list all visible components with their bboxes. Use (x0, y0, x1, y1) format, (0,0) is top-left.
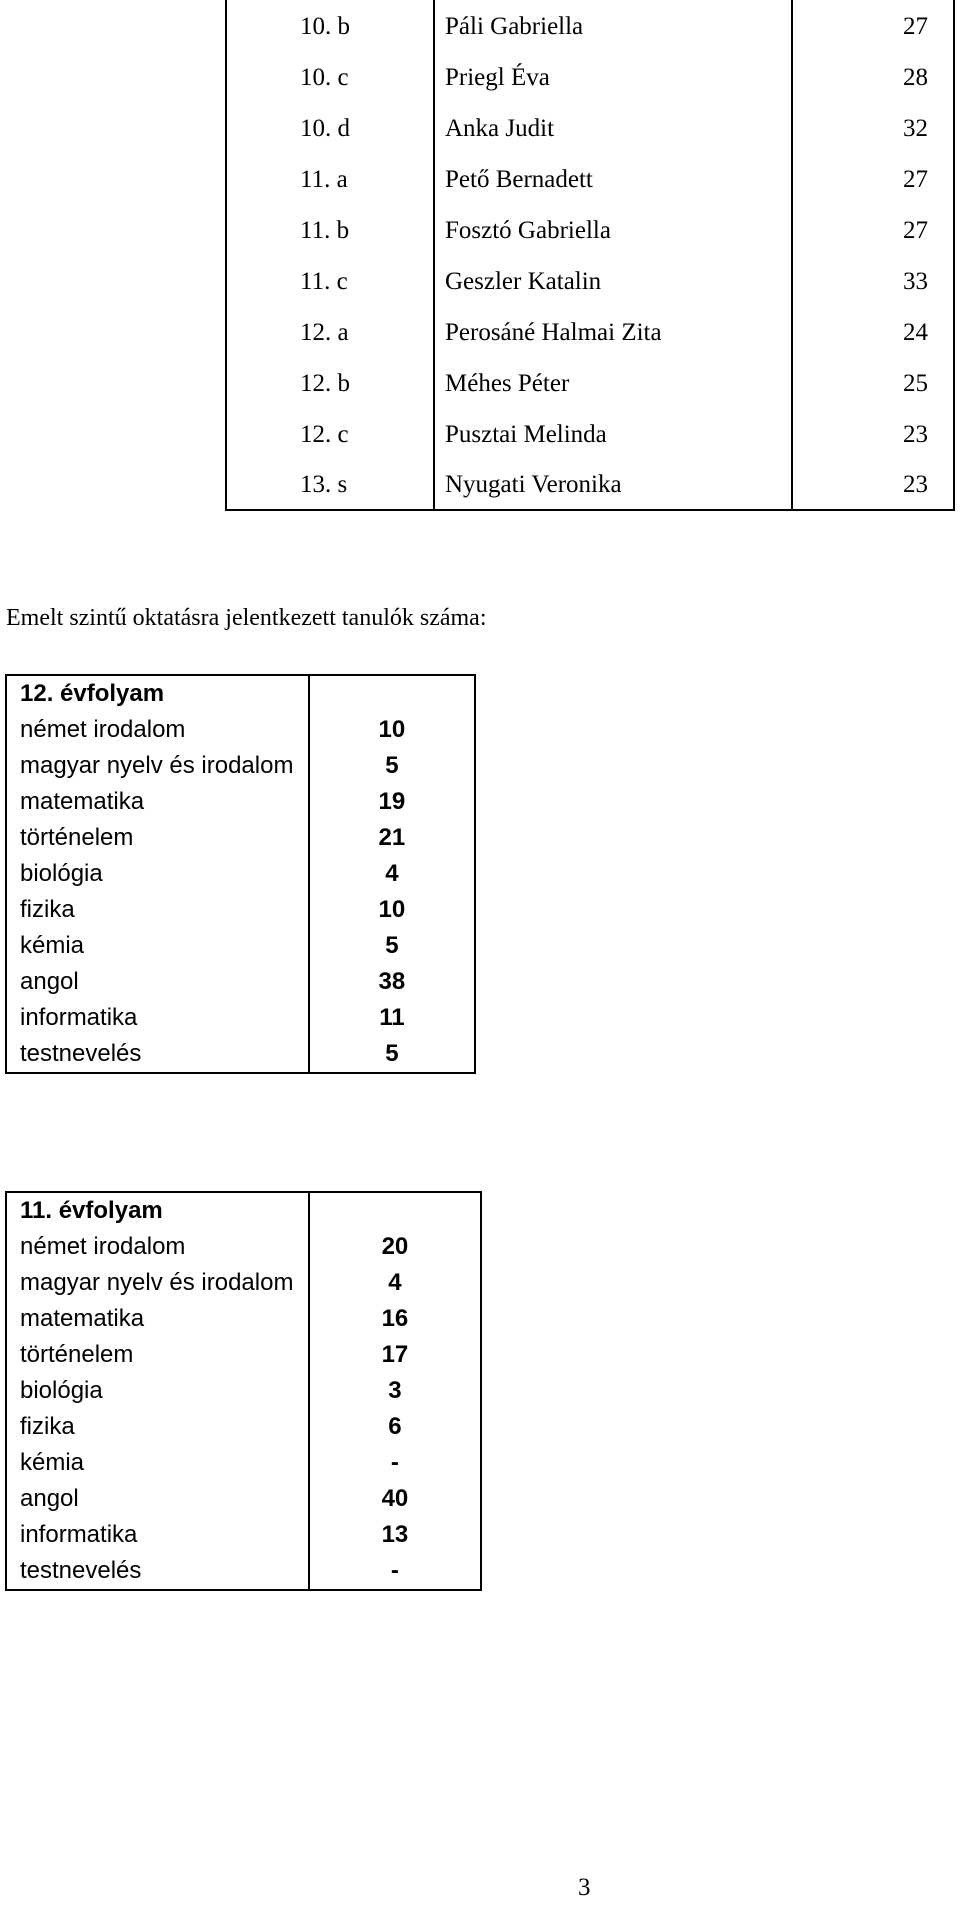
grade-12-table (5, 674, 476, 1074)
value-text: 3 (388, 1377, 402, 1404)
subject-cell: informatika (6, 1517, 309, 1553)
value-text: 10 (378, 896, 406, 923)
class-cell: 11. b (226, 204, 434, 255)
value-text: - (390, 1557, 399, 1584)
table-row (226, 459, 954, 510)
count-cell: 27 (792, 0, 954, 51)
value-cell (309, 892, 475, 928)
table-row (6, 892, 475, 928)
count-cell: 33 (792, 255, 954, 306)
count-cell: 25 (792, 357, 954, 408)
class-cell: 12. c (226, 408, 434, 459)
subject-cell: kémia (6, 1445, 309, 1481)
count-cell: 27 (792, 204, 954, 255)
class-cell: 11. c (226, 255, 434, 306)
teacher-cell: Perosáné Halmai Zita (434, 306, 792, 357)
table-row (6, 748, 475, 784)
table-row (6, 1229, 481, 1265)
grade-title: 11. évfolyam (6, 1192, 309, 1229)
teacher-cell: Nyugati Veronika (434, 459, 792, 510)
subject-cell: angol (6, 1481, 309, 1517)
subject-cell: informatika (6, 1000, 309, 1036)
teacher-cell: Pusztai Melinda (434, 408, 792, 459)
subject-cell: biológia (6, 856, 309, 892)
class-cell: 12. b (226, 357, 434, 408)
subject-cell: matematika (6, 1301, 309, 1337)
subject-cell: matematika (6, 784, 309, 820)
value-text: 17 (381, 1341, 409, 1368)
value-text: 10 (378, 716, 406, 743)
table-row (226, 306, 954, 357)
value-text: 5 (385, 932, 399, 959)
subject-cell: magyar nyelv és irodalom (6, 748, 309, 784)
value-text: 5 (385, 752, 399, 779)
value-cell (309, 1036, 475, 1073)
table-header-row (6, 675, 475, 712)
subject-cell: magyar nyelv és irodalom (6, 1265, 309, 1301)
table-row (6, 1265, 481, 1301)
value-cell (309, 1481, 481, 1517)
section-heading: Emelt szintű oktatásra jelentkezett tanulók száma: (6, 605, 487, 631)
table-row (6, 1553, 481, 1590)
value-text: 40 (381, 1485, 409, 1512)
value-text: 16 (381, 1305, 409, 1332)
class-cell: 11. a (226, 153, 434, 204)
class-teacher-table (225, 0, 955, 511)
value-cell (309, 1337, 481, 1373)
table-row (6, 1036, 475, 1073)
value-cell (309, 1373, 481, 1409)
empty-cell (309, 675, 475, 712)
teacher-cell: Anka Judit (434, 102, 792, 153)
value-text: 21 (378, 824, 406, 851)
value-cell (309, 964, 475, 1000)
class-cell: 10. c (226, 51, 434, 102)
subject-cell: testnevelés (6, 1036, 309, 1073)
value-cell (309, 1000, 475, 1036)
subject-cell: testnevelés (6, 1553, 309, 1590)
value-text: 20 (381, 1233, 409, 1260)
count-cell: 23 (792, 459, 954, 510)
count-cell: 27 (792, 153, 954, 204)
value-text: 38 (378, 968, 406, 995)
teacher-cell: Priegl Éva (434, 51, 792, 102)
table-row (6, 1301, 481, 1337)
table-row (226, 102, 954, 153)
table-row (226, 408, 954, 459)
teacher-cell: Fosztó Gabriella (434, 204, 792, 255)
value-cell (309, 712, 475, 748)
subject-cell: biológia (6, 1373, 309, 1409)
teacher-cell: Méhes Péter (434, 357, 792, 408)
empty-cell (309, 1192, 481, 1229)
value-cell (309, 1517, 481, 1553)
table-row (6, 1445, 481, 1481)
table-row (226, 51, 954, 102)
teacher-cell: Pető Bernadett (434, 153, 792, 204)
subject-cell: történelem (6, 1337, 309, 1373)
teacher-cell: Geszler Katalin (434, 255, 792, 306)
value-text: 19 (378, 788, 406, 815)
subject-cell: fizika (6, 892, 309, 928)
table-row (6, 1373, 481, 1409)
table-row (6, 712, 475, 748)
table-row (6, 784, 475, 820)
table-row (226, 357, 954, 408)
table-row (6, 820, 475, 856)
class-cell: 13. s (226, 459, 434, 510)
table-row (6, 964, 475, 1000)
teacher-cell: Páli Gabriella (434, 0, 792, 51)
table-row (6, 1337, 481, 1373)
subject-cell: német irodalom (6, 1229, 309, 1265)
table-row (6, 1409, 481, 1445)
value-cell (309, 856, 475, 892)
table-row (6, 1517, 481, 1553)
subject-cell: fizika (6, 1409, 309, 1445)
value-cell (309, 1229, 481, 1265)
value-cell (309, 820, 475, 856)
table-row (226, 255, 954, 306)
table-row (6, 1481, 481, 1517)
value-text: 6 (388, 1413, 402, 1440)
class-cell: 10. d (226, 102, 434, 153)
value-cell (309, 1301, 481, 1337)
value-text: 4 (388, 1269, 402, 1296)
value-cell (309, 1265, 481, 1301)
subject-cell: angol (6, 964, 309, 1000)
value-text: 11 (379, 1004, 405, 1031)
value-cell (309, 1553, 481, 1590)
subject-cell: kémia (6, 928, 309, 964)
value-text: 5 (385, 1040, 399, 1067)
count-cell: 24 (792, 306, 954, 357)
count-cell: 23 (792, 408, 954, 459)
table-row (6, 928, 475, 964)
table-header-row (6, 1192, 481, 1229)
table-row (6, 856, 475, 892)
value-text: 4 (385, 860, 399, 887)
table-row (226, 153, 954, 204)
grade-title: 12. évfolyam (6, 675, 309, 712)
count-cell: 28 (792, 51, 954, 102)
subject-cell: német irodalom (6, 712, 309, 748)
page-number: 3 (578, 1874, 591, 1901)
subject-cell: történelem (6, 820, 309, 856)
class-cell: 10. b (226, 0, 434, 51)
value-cell (309, 1445, 481, 1481)
table-row (226, 0, 954, 51)
count-cell: 32 (792, 102, 954, 153)
table-row (226, 204, 954, 255)
table-row (6, 1000, 475, 1036)
value-cell (309, 928, 475, 964)
grade-11-table (5, 1191, 482, 1591)
value-text: - (390, 1449, 399, 1476)
value-cell (309, 1409, 481, 1445)
value-text: 13 (381, 1521, 409, 1548)
class-cell: 12. a (226, 306, 434, 357)
value-cell (309, 784, 475, 820)
value-cell (309, 748, 475, 784)
